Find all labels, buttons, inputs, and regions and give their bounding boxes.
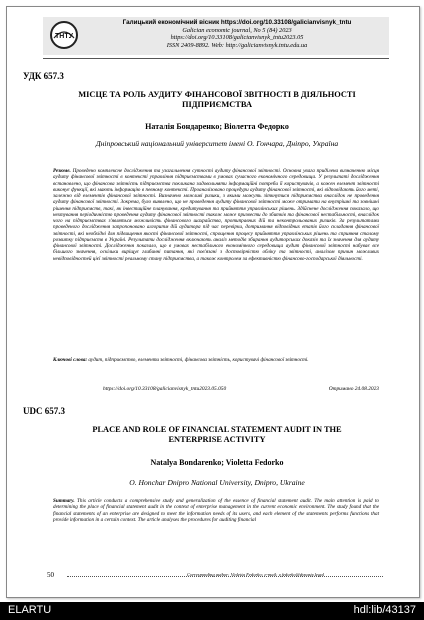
journal-issue-line: Galician economic journal, No 5 (84) 2023: [182, 26, 292, 34]
corresponding-author: Corresponding author: Violetta Fedorko; e-mail: v.fedorko@dynasty.legal: [187, 572, 324, 577]
ua-title: МІСЦЕ ТА РОЛЬ АУДИТУ ФІНАНСОВОЇ ЗВІТНОСТІ В ДІЯЛЬНОСТІ ПІДПРИЄМСТВА: [78, 90, 356, 109]
udc-code: UDC 657.3: [23, 406, 65, 416]
viewer-status-bar: [0, 602, 424, 620]
journal-info: [87, 19, 387, 49]
ua-keywords-text: аудит, підприємство, елементи звітності, фінансова звітність, користувачі фінансової звітності.: [88, 357, 309, 363]
journal-issn-line: ISSN 2409-8892. Web: http://galicianvisnyk.tntu.edu.ua: [166, 41, 308, 49]
journal-title-line: Галицький економічний вісник https://doi.org/10.33108/galicianvisnyk_tntu: [122, 19, 352, 26]
ua-keywords: [53, 357, 379, 363]
logo-text: ТНТУ: [55, 33, 73, 40]
en-summary-label: Summary.: [53, 498, 75, 504]
repository-name: ELARTU: [8, 604, 52, 616]
udk-code: УДК 657.3: [23, 71, 64, 81]
header-rule: [43, 58, 389, 59]
ua-abstract-text: Проведено комплексне дослідження та узагальнення сутності аудиту фінансової звітності. Основна увага приділена визначенню місця аудиту фінансової звітності в контексті управління підприємствами в умовах сучасного економічного середовища. У результаті дослідження встановлено, що фінансова звітність підприємства покликана задовольняти інформаційні потреби її користувачів, а кожен елемент звітності виконує функції, які мають інформацію в певному контексті. Проаналізовано процедури аудиту фінансової звітності, які відповідають його меті, залежно від елементів фінансової звітності. Визначено можливі ризики, з якими можуть зіткнутися підприємства внаслідок не проведення аудиту фінансової звітності. Зокрема, було виявлено, що не проведення аудиту фінансової звітності може отримати на внутрішні та зовнішні рішення підприємств, такі, як інвестиційне планування, кредитування та прийняття управлінських рішень. Здійснене дослідження показало, що нехтування періодичністю проведення аудиту фінансової звітності також може призвести до збитків та фінансової нестабільності, внаслідок чого на підприємствах з'являться можливість фінансового шахрайства, протиправних дій та неконтрольованих ризиків. За результатами проведеного дослідження запропоновано алгоритм дій аудитора під час перевірки, дотримання відповідних етапів його складання фінансової звітності, які необхідні для підвищення якості фінансової звітності, спрощення процесу прийняття управлінських рішень та сприяння сталому розвитку підприємств в Україні. Результати дослідження включають аналіз методів збирання аудиторських доказів та їх значення для аудиту фінансової звітності. Дослідження показало, що в умовах нестабільного економічного середовища аудит фінансової звітності набуває все більшого значення, оскільки виріщує глибинні питання, які пов'язані з достовірністю обліку та звітності, аналізом причин можливих невідповідностей цієї звітності реальному стану підприємства, а також контролем за ефективністю фінансово-господарської діяльності.: [53, 168, 379, 262]
document-page: [6, 6, 420, 598]
en-authors: Natalya Bondarenko; Violetta Fedorko: [150, 458, 284, 467]
page-number: 50: [47, 571, 54, 579]
ua-affiliation: Дніпровський національний університет імені О. Гончара, Дніпро, Україна: [95, 139, 339, 148]
ua-received-date: Отримано 24.08.2023: [328, 386, 379, 392]
handle-id: hdl:lib/43137: [353, 604, 416, 616]
journal-logo-icon: [49, 20, 79, 50]
en-summary: [53, 498, 379, 523]
ua-keywords-label: Ключові слова:: [53, 357, 88, 363]
en-title: PLACE AND ROLE OF FINANCIAL STATEMENT AUDIT IN THE ENTERPRISE ACTIVITY: [92, 425, 342, 444]
ua-authors: Наталія Бондаренко; Віолетта Федорко: [145, 122, 289, 131]
ua-doi-link[interactable]: https://doi.org/10.33108/galicianvisnyk_tntu2023.05.050: [103, 386, 227, 392]
ua-abstract: [53, 168, 379, 262]
en-summary-text: This article conducts a comprehensive study and generalization of the essence of financial statement audit. The main attention is paid to determining the place of financial statement audit in the context of enterprise management in the current economic environment. The study found that the financial statements of an enterprise are designed to meet the information needs of its users, and each element of the statements performs functions that provide information in a certain context. The article analyses the procedures for auditing financial: [53, 498, 379, 523]
ua-abstract-label: Резюме.: [53, 168, 71, 174]
en-affiliation: O. Honchar Dnipro National University, Dnipro, Ukraine: [129, 478, 305, 487]
journal-doi-line: https://doi.org/10.33108/galicianvisnyk_tntu2023.05: [170, 34, 304, 42]
